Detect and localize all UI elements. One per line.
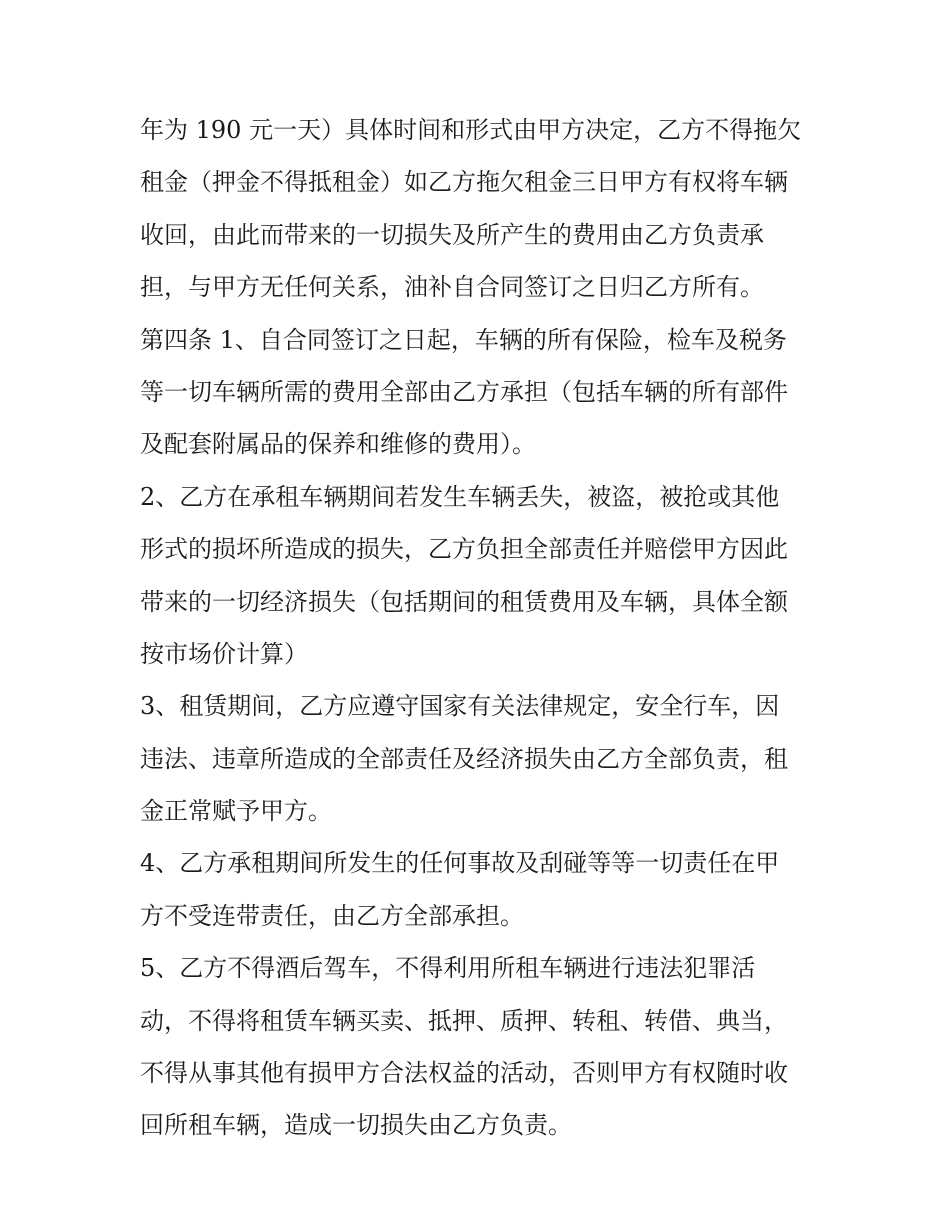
text-line: 按市场价计算） — [140, 639, 308, 668]
text-line: 动，不得将租赁车辆买卖、抵押、质押、转租、转借、典当， — [140, 1006, 788, 1035]
text-line: 3、租赁期间，乙方应遵守国家有关法律规定，安全行车，因 — [140, 692, 780, 721]
text-line: 年为 190 元一天）具体时间和形式由甲方决定，乙方不得拖欠 — [140, 116, 802, 144]
text-line: 收回，由此而带来的一切损失及所产生的费用由乙方负责承 — [140, 220, 764, 249]
text-line: 违法、违章所造成的全部责任及经济损失由乙方全部负责，租 — [140, 744, 788, 773]
text-line: 2、乙方在承租车辆期间若发生车辆丢失，被盗，被抢或其他 — [140, 482, 780, 511]
text-line: 等一切车辆所需的费用全部由乙方承担（包括车辆的所有部件 — [140, 377, 788, 406]
text-line: 5、乙方不得酒后驾车，不得利用所租车辆进行违法犯罪活 — [140, 954, 756, 983]
text-line: 带来的一切经济损失（包括期间的租赁费用及车辆，具体全额 — [140, 587, 788, 616]
text-line: 及配套附属品的保养和维修的费用）。 — [140, 430, 536, 459]
text-line: 形式的损坏所造成的损失，乙方负担全部责任并赔偿甲方因此 — [140, 535, 788, 564]
text-line: 第四条 1、自合同签订之日起，车辆的所有保险，检车及税务 — [140, 325, 787, 354]
text-line: 金正常赋予甲方。 — [140, 797, 332, 826]
text-line: 不得从事其他有损甲方合法权益的活动，否则甲方有权随时收 — [140, 1059, 788, 1088]
text-line: 回所租车辆，造成一切损失由乙方负责。 — [140, 1111, 572, 1140]
text-line: 4、乙方承租期间所发生的任何事故及刮碰等等一切责任在甲 — [140, 849, 780, 878]
text-line: 方不受连带责任，由乙方全部承担。 — [140, 901, 524, 930]
document-body — [140, 104, 820, 1152]
text-line: 租金（押金不得抵租金）如乙方拖欠租金三日甲方有权将车辆 — [140, 168, 788, 197]
text-line: 担，与甲方无任何关系，油补自合同签订之日归乙方所有。 — [140, 273, 764, 302]
